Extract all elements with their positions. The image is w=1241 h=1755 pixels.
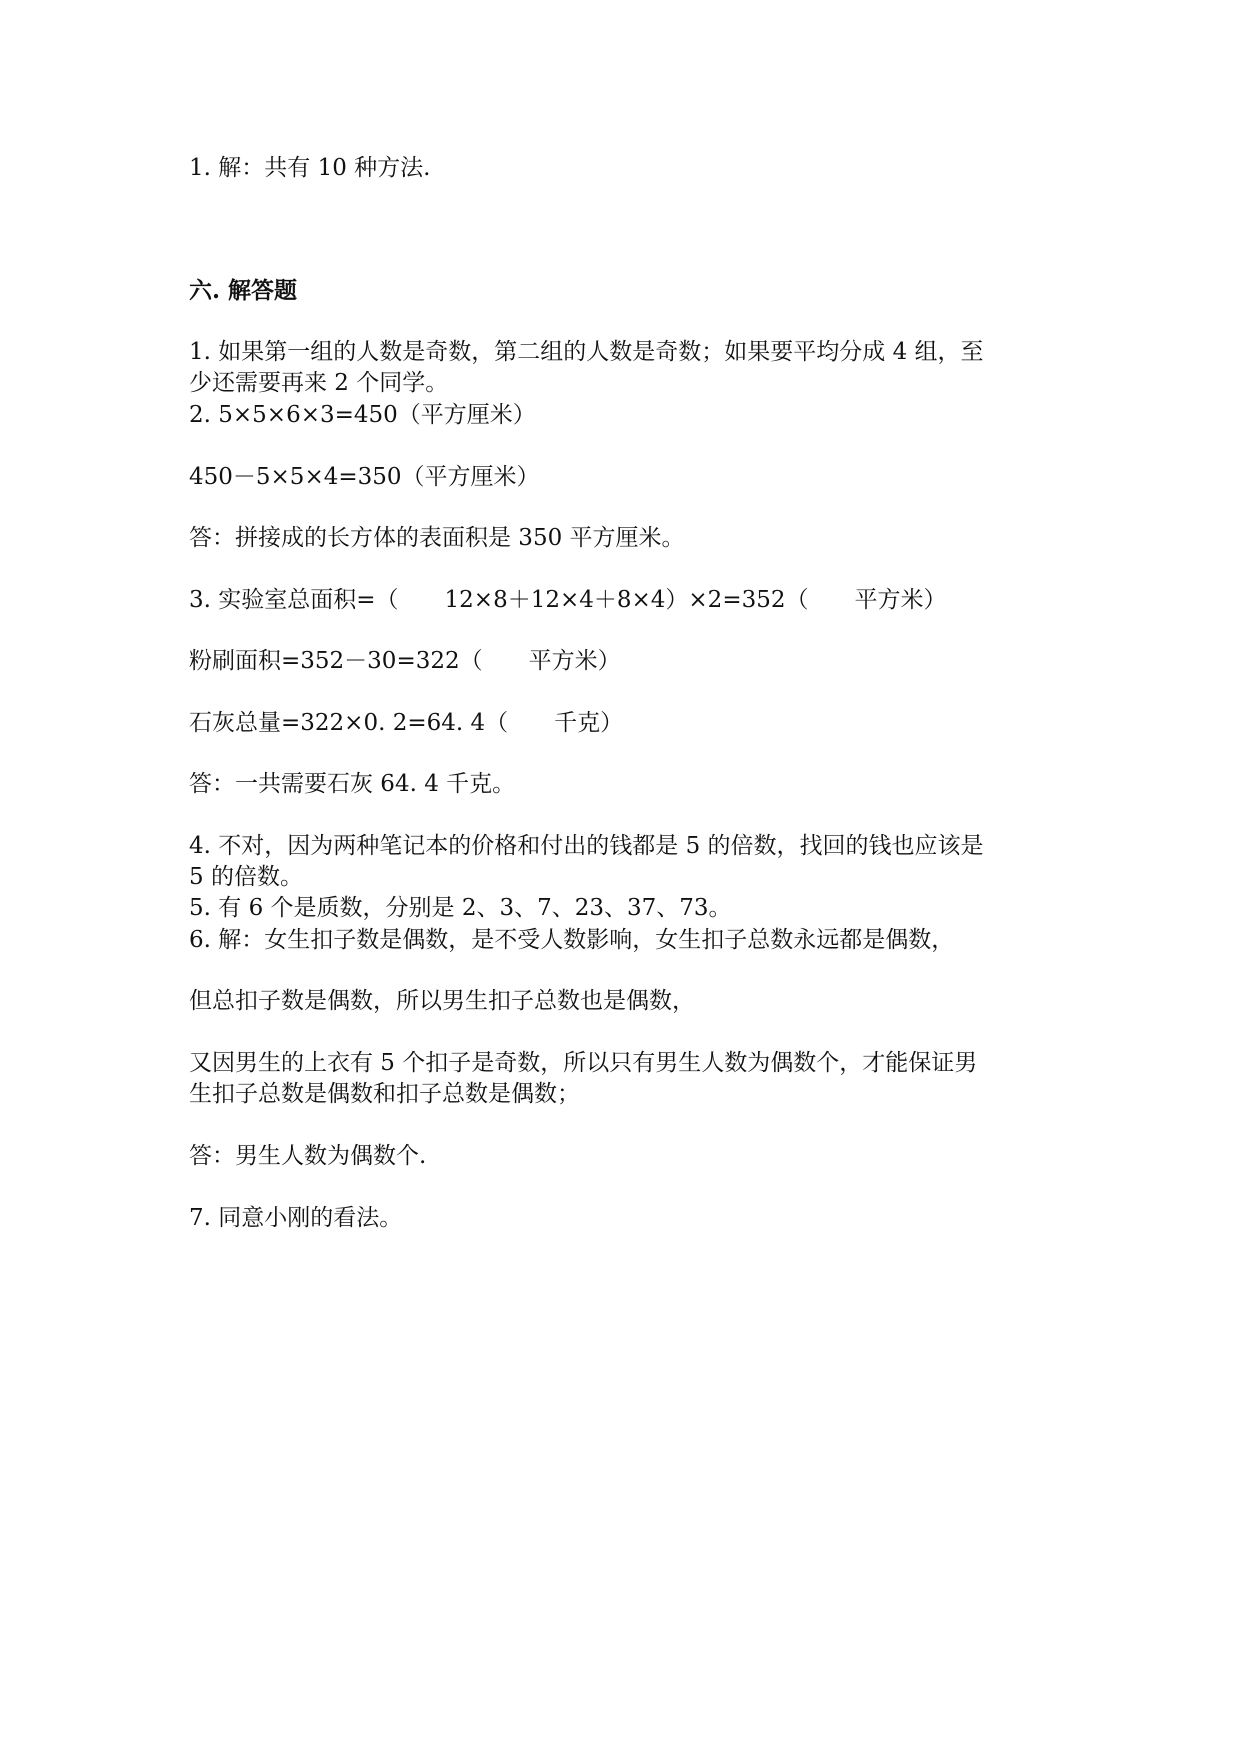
- q2-line-2: 450－5×5×4=350（平方厘米）: [189, 464, 540, 490]
- q3-answer: 答：一共需要石灰 64. 4 千克。: [189, 771, 516, 797]
- q7-line-1: 7. 同意小刚的看法。: [189, 1205, 403, 1231]
- q4-line-2: 5 的倍数。: [189, 864, 303, 890]
- previous-answer-line: 1. 解：共有 10 种方法.: [189, 155, 431, 181]
- q6-line-4: 生扣子总数是偶数和扣子总数是偶数；: [189, 1081, 580, 1107]
- q2-answer: 答：拼接成的长方体的表面积是 350 平方厘米。: [189, 525, 685, 551]
- q3-line-2: 粉刷面积=352－30=322（ 平方米）: [189, 648, 621, 674]
- q6-line-1: 6. 解：女生扣子数是偶数，是不受人数影响，女生扣子总数永远都是偶数，: [189, 927, 955, 953]
- q3-line-1: 3. 实验室总面积=（ 12×8＋12×4＋8×4）×2=352（ 平方米）: [189, 587, 947, 613]
- q2-line-1: 2. 5×5×6×3=450（平方厘米）: [189, 402, 536, 428]
- q6-line-2: 但总扣子数是偶数，所以男生扣子总数也是偶数，: [189, 988, 695, 1014]
- q4-line-1: 4. 不对，因为两种笔记本的价格和付出的钱都是 5 的倍数，找回的钱也应该是: [189, 833, 984, 859]
- q6-line-3: 又因男生的上衣有 5 个扣子是奇数，所以只有男生人数为偶数个，才能保证男: [189, 1050, 978, 1076]
- q1-line-1: 1. 如果第一组的人数是奇数，第二组的人数是奇数；如果要平均分成 4 组，至: [189, 339, 984, 365]
- q1-line-2: 少还需要再来 2 个同学。: [189, 370, 449, 396]
- q6-answer: 答：男生人数为偶数个.: [189, 1143, 427, 1169]
- q5-line-1: 5. 有 6 个是质数，分别是 2、3、7、23、37、73。: [189, 895, 732, 921]
- q3-line-3: 石灰总量=322×0. 2=64. 4（ 千克）: [189, 710, 624, 736]
- section-heading: 六. 解答题: [189, 277, 298, 304]
